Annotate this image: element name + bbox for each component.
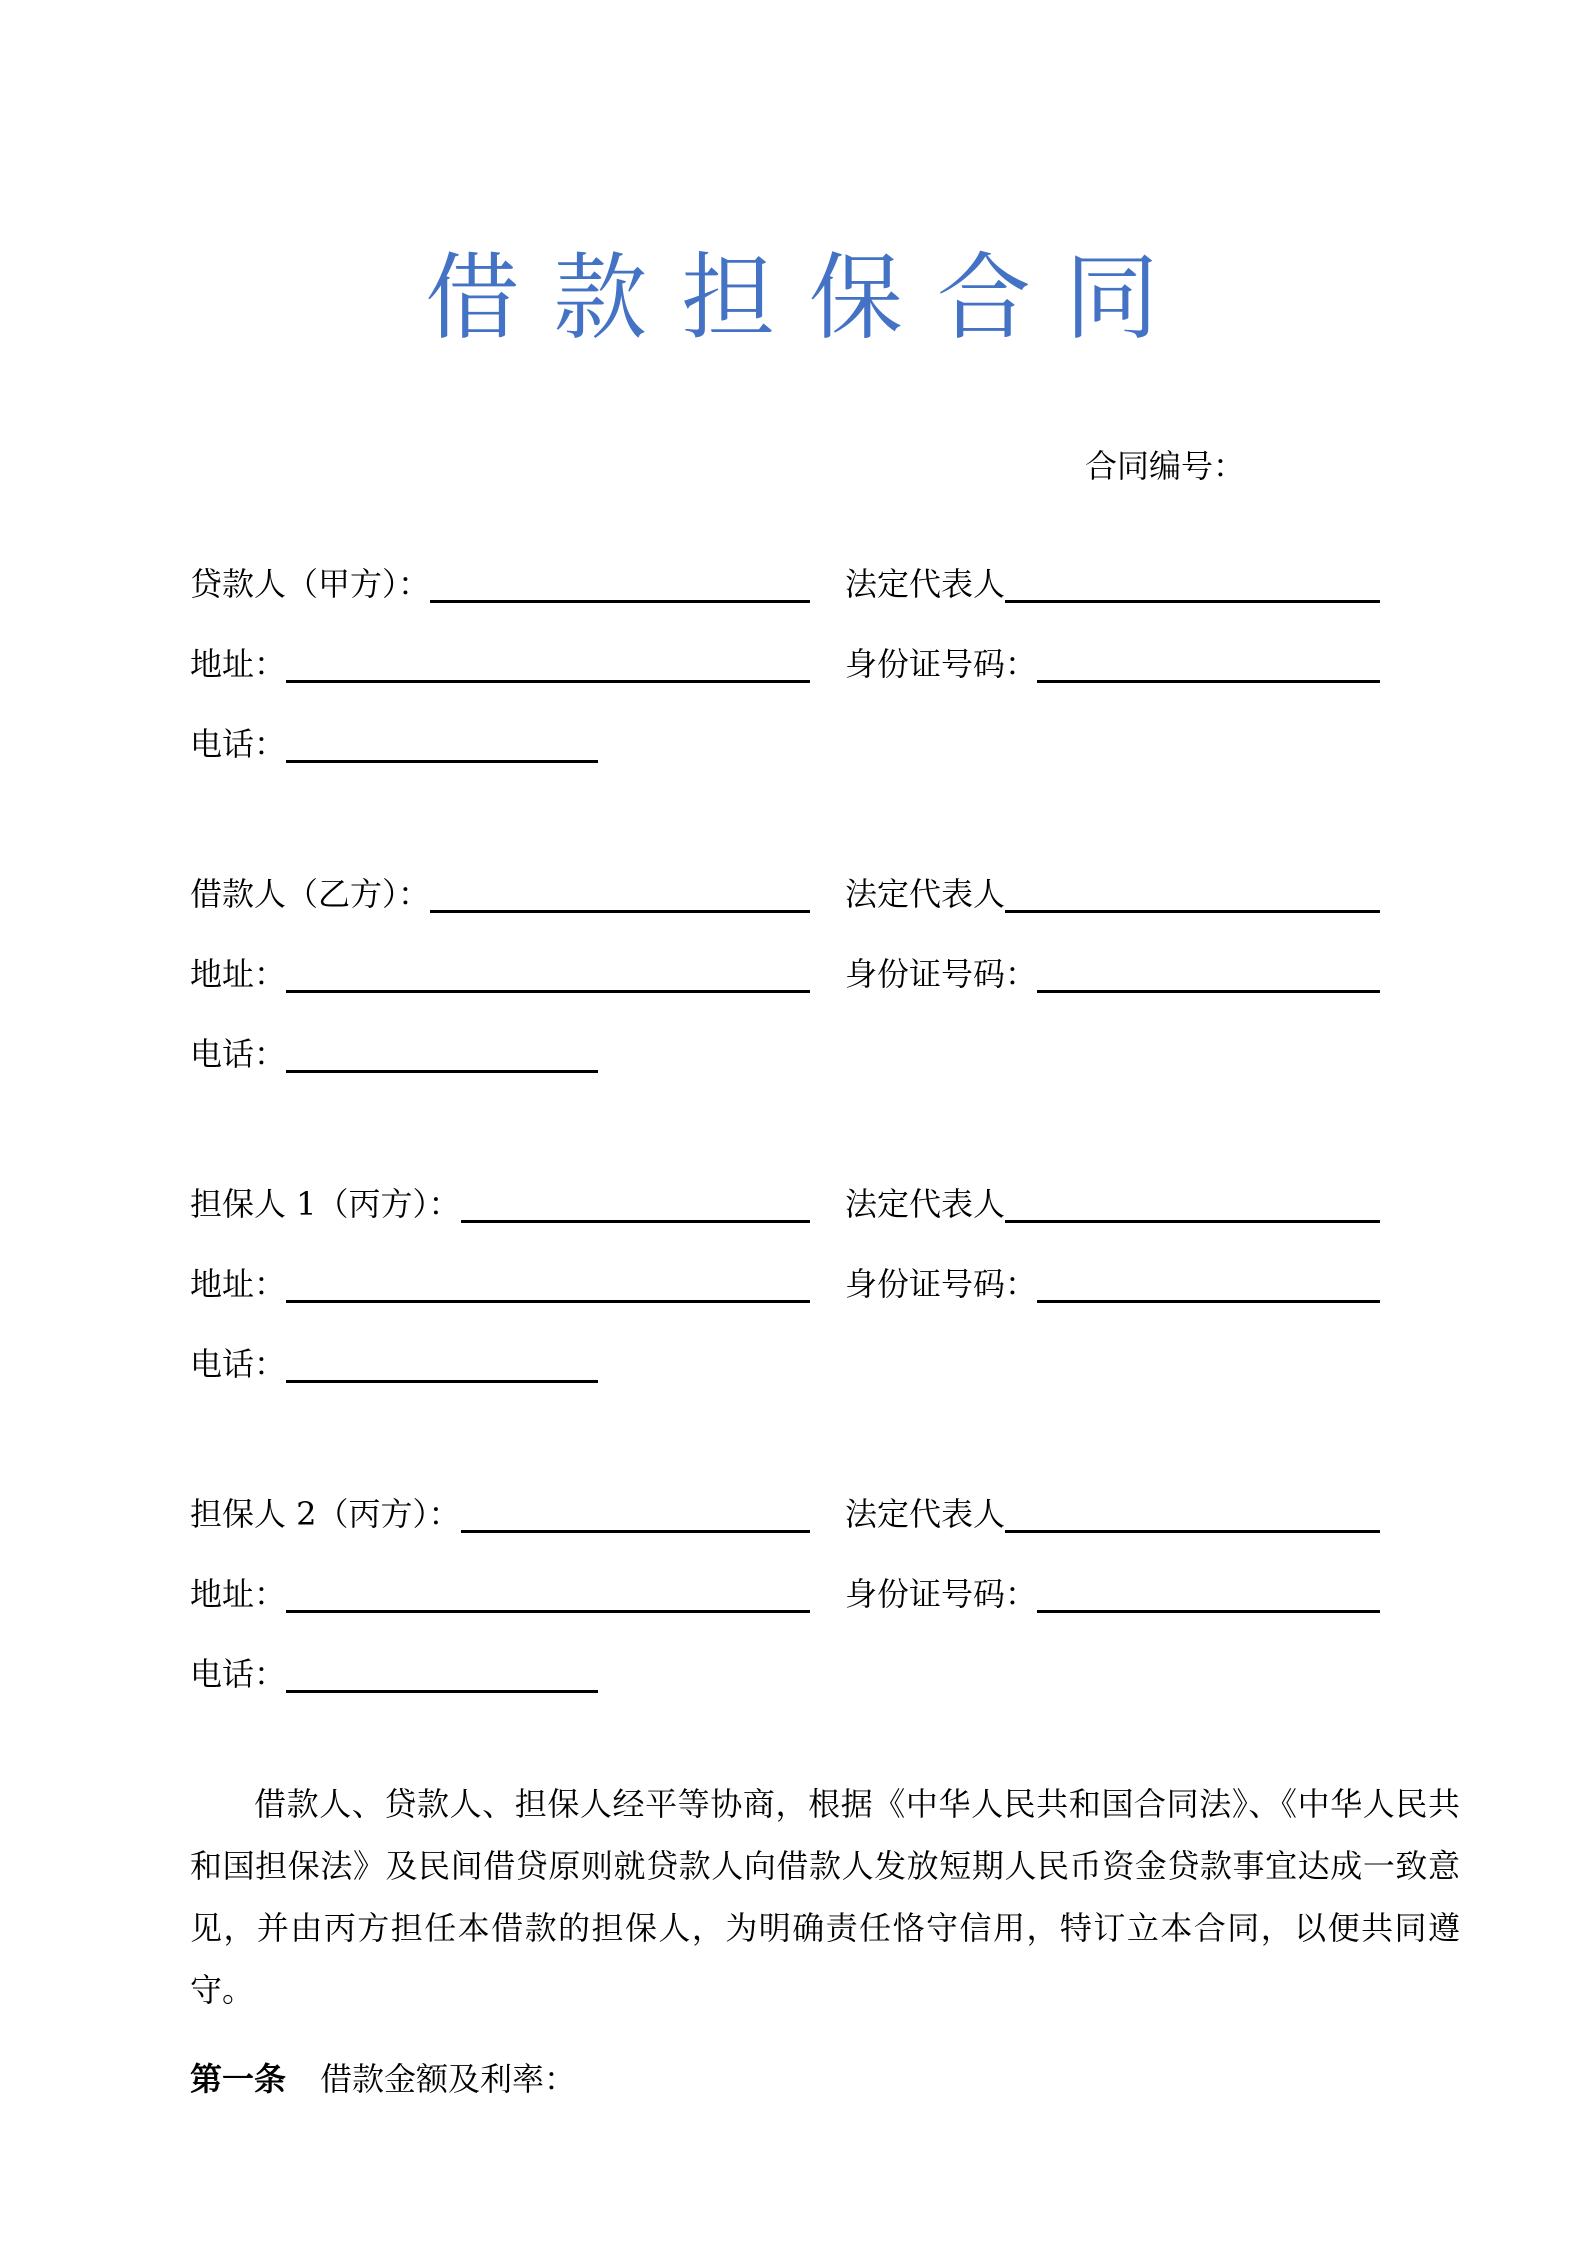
- address-label: 地址：: [190, 1575, 287, 1613]
- contract-number-line: [0, 446, 1586, 486]
- guarantor-2-name-row: [190, 1453, 1380, 1533]
- phone-label: 电话：: [190, 1655, 287, 1693]
- borrower-legal-rep-blank[interactable]: [1005, 875, 1380, 913]
- guarantor-2-role-label: 担保人 2（丙方）：: [190, 1495, 461, 1533]
- legal-rep-label: 法定代表人: [845, 565, 1006, 603]
- article-1-heading: [190, 2059, 1460, 2099]
- guarantor-2-phone-row: [190, 1613, 1380, 1693]
- guarantor-1-phone-blank[interactable]: [286, 1345, 598, 1383]
- article-1-title: 借款金额及利率：: [320, 2060, 577, 2098]
- contract-number-label: 合同编号：: [1085, 447, 1246, 485]
- lender-address-blank[interactable]: [286, 645, 810, 683]
- guarantor-2-legal-rep-blank[interactable]: [1005, 1495, 1380, 1533]
- parties-section: [190, 523, 1380, 1693]
- guarantor-2-phone-blank[interactable]: [286, 1655, 598, 1693]
- lender-name-blank[interactable]: [430, 565, 810, 603]
- borrower-name-blank[interactable]: [430, 875, 810, 913]
- borrower-role-label: 借款人（乙方）：: [190, 875, 431, 913]
- guarantor-1-address-row: [190, 1223, 1380, 1303]
- id-number-label: 身份证号码：: [845, 1265, 1038, 1303]
- page-title: 借 款 担 保 合 同: [425, 244, 1161, 353]
- phone-label: 电话：: [190, 725, 287, 763]
- address-label: 地址：: [190, 645, 287, 683]
- phone-label: 电话：: [190, 1035, 287, 1073]
- guarantor-2-name-blank[interactable]: [461, 1495, 810, 1533]
- id-number-label: 身份证号码：: [845, 645, 1038, 683]
- borrower-phone-row: [190, 993, 1380, 1073]
- lender-name-row: [190, 523, 1380, 603]
- borrower-id-number-blank[interactable]: [1037, 955, 1380, 993]
- borrower-phone-blank[interactable]: [286, 1035, 598, 1073]
- guarantor-1-legal-rep-blank[interactable]: [1005, 1185, 1380, 1223]
- guarantor-2-id-number-blank[interactable]: [1037, 1575, 1380, 1613]
- id-number-label: 身份证号码：: [845, 955, 1038, 993]
- guarantor-2-address-row: [190, 1533, 1380, 1613]
- legal-rep-label: 法定代表人: [845, 875, 1006, 913]
- legal-rep-label: 法定代表人: [845, 1185, 1006, 1223]
- guarantor-1-role-label: 担保人 1（丙方）：: [190, 1185, 461, 1223]
- lender-phone-blank[interactable]: [286, 725, 598, 763]
- borrower-address-blank[interactable]: [286, 955, 810, 993]
- guarantor-1-phone-row: [190, 1303, 1380, 1383]
- guarantor-1-address-blank[interactable]: [286, 1265, 810, 1303]
- lender-role-label: 贷款人（甲方）：: [190, 565, 431, 603]
- lender-address-row: [190, 603, 1380, 683]
- borrower-address-row: [190, 913, 1380, 993]
- lender-phone-row: [190, 683, 1380, 763]
- guarantor-1-name-row: [190, 1143, 1380, 1223]
- address-label: 地址：: [190, 1265, 287, 1303]
- article-1-number: 第一条: [190, 2060, 287, 2098]
- guarantor-1-id-number-blank[interactable]: [1037, 1265, 1380, 1303]
- guarantor-1-name-blank[interactable]: [461, 1185, 810, 1223]
- address-label: 地址：: [190, 955, 287, 993]
- party-block-guarantor-1: [190, 1143, 1380, 1383]
- intro-paragraph: 借款人、贷款人、担保人经平等协商，根据《中华人民共和国合同法》、《中华人民共和国担保法》及民间借贷原则就贷款人向借款人发放短期人民币资金贷款事宜达成一致意见，并由丙方担任本借款的担保人，为明确责任恪守信用，特订立本合同，以便共同遵守。: [190, 1785, 1460, 2009]
- legal-rep-label: 法定代表人: [845, 1495, 1006, 1533]
- party-block-lender: [190, 523, 1380, 763]
- guarantor-2-address-blank[interactable]: [286, 1575, 810, 1613]
- party-block-guarantor-2: [190, 1453, 1380, 1693]
- party-block-borrower: [190, 833, 1380, 1073]
- phone-label: 电话：: [190, 1345, 287, 1383]
- lender-id-number-blank[interactable]: [1037, 645, 1380, 683]
- lender-legal-rep-blank[interactable]: [1005, 565, 1380, 603]
- borrower-name-row: [190, 833, 1380, 913]
- id-number-label: 身份证号码：: [845, 1575, 1038, 1613]
